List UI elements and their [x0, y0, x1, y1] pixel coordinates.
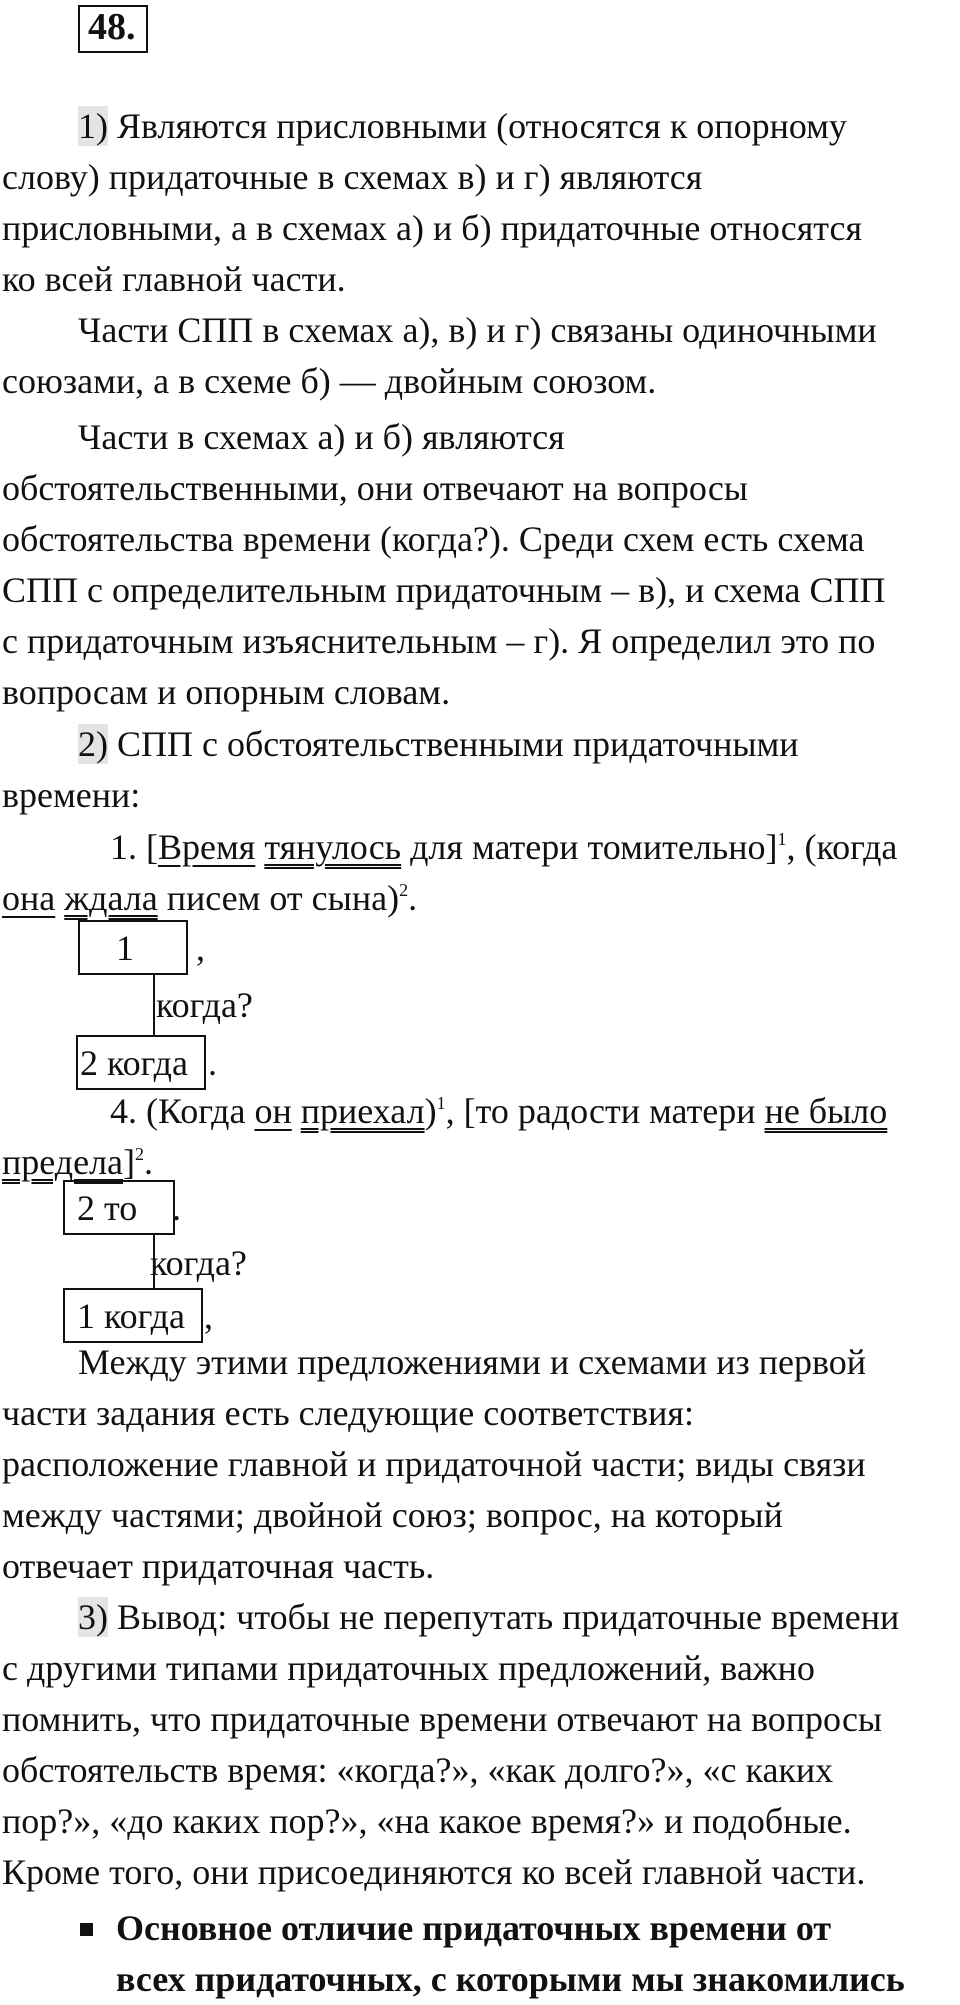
predicate: ждала — [64, 878, 158, 918]
subject: он — [254, 1091, 292, 1131]
sentence-4-line-1: 4. (Когда он приехал)$^1$, [то радости матери не было — [110, 1091, 888, 1131]
part2-number: 2) — [78, 724, 108, 764]
part3-line-6: Кроме того, они присоединяются ко всей главной части. — [2, 1852, 866, 1892]
bullet-line-2: всех придаточных, с которыми мы знакомились — [116, 1959, 905, 1999]
scheme-2-question: когда? — [150, 1243, 247, 1283]
part1-p2-line-2: союзами, а в схеме б) — двойным союзом. — [2, 361, 657, 401]
part2-line-2: времени: — [2, 775, 141, 815]
part1-p3-line-5: с придаточным изъяснительным – г). Я определил это по — [2, 621, 876, 661]
part2-after-line-3: расположение главной и придаточной части; виды связи — [2, 1444, 866, 1484]
predicate: предела — [2, 1142, 124, 1182]
predicate: тянулось — [264, 827, 402, 867]
part1-p3-line-2: обстоятельственными, они отвечают на вопросы — [2, 468, 748, 508]
subject: Время — [158, 827, 256, 867]
part3-number: 3) — [78, 1597, 108, 1637]
part1-line-3: присловными, а в схемах а) и б) придаточные относятся — [2, 208, 863, 248]
part3-line-5: пор?», «до каких пор?», «на какое время?» и подобные. — [2, 1801, 852, 1841]
part2-after-line-1: Между этими предложениями и схемами из первой — [78, 1342, 867, 1382]
scheme-1-box2-label: 2 когда — [80, 1043, 188, 1083]
part1-p2-line-1: Части СПП в схемах а), в) и г) связаны одиночными — [78, 310, 877, 350]
part3-line-1: 3) Вывод: чтобы не перепутать придаточные времени — [78, 1597, 900, 1637]
scheme-1-period: . — [208, 1043, 217, 1083]
scheme-2-comma: , — [204, 1296, 213, 1336]
sentence-1-line-2: она ждала писем от сына)$^2$. — [2, 878, 418, 918]
subject: она — [2, 878, 56, 918]
predicate: не было — [764, 1091, 888, 1131]
bullet-line-1: Основное отличие придаточных времени от — [116, 1908, 832, 1948]
scheme-1-connector — [153, 975, 155, 1035]
part2-line-1: 2) СПП с обстоятельственными придаточными — [78, 724, 799, 764]
bullet-marker — [80, 1923, 93, 1936]
scheme-2-box2-label: 1 когда — [77, 1296, 185, 1336]
part3-line-2: с другими типами придаточных предложений, важно — [2, 1648, 815, 1688]
part3-line-3: помнить, что придаточные времени отвечают на вопросы — [2, 1699, 883, 1739]
part1-number: 1) — [78, 106, 108, 146]
part1-p3-line-1: Части в схемах а) и б) являются — [78, 417, 565, 457]
scheme-2-period: . — [172, 1188, 181, 1228]
sentence-1-line-1: 1. [Время тянулось для матери томительно]$^1$, (когда — [110, 827, 898, 867]
part1-line-1: 1) Являются присловными (относятся к опорному — [78, 106, 847, 146]
scheme-1-question: когда? — [156, 985, 253, 1025]
scheme-1-box1-label: 1 — [116, 928, 134, 968]
predicate: приехал — [300, 1091, 425, 1131]
exercise-number: 48. — [88, 6, 136, 48]
part2-after-line-2: части задания есть следующие соответствия: — [2, 1393, 694, 1433]
part1-p3-line-6: вопросам и опорным словам. — [2, 672, 451, 712]
part3-line-4: обстоятельств время: «когда?», «как долго?», «с каких — [2, 1750, 834, 1790]
scheme-2-box1-label: 2 то — [77, 1188, 138, 1228]
sentence-4-line-2: предела]$^2$. — [2, 1142, 154, 1182]
part1-line-4: ко всей главной части. — [2, 259, 346, 299]
part1-line-2: слову) придаточные в схемах в) и г) являются — [2, 157, 703, 197]
scheme-1-comma: , — [196, 928, 205, 968]
part1-p3-line-4: СПП с определительным придаточным – в), и схема СПП — [2, 570, 886, 610]
part2-after-line-4: между частями; двойной союз; вопрос, на который — [2, 1495, 783, 1535]
part1-p3-line-3: обстоятельства времени (когда?). Среди схем есть схема — [2, 519, 865, 559]
part2-after-line-5: отвечает придаточная часть. — [2, 1546, 435, 1586]
